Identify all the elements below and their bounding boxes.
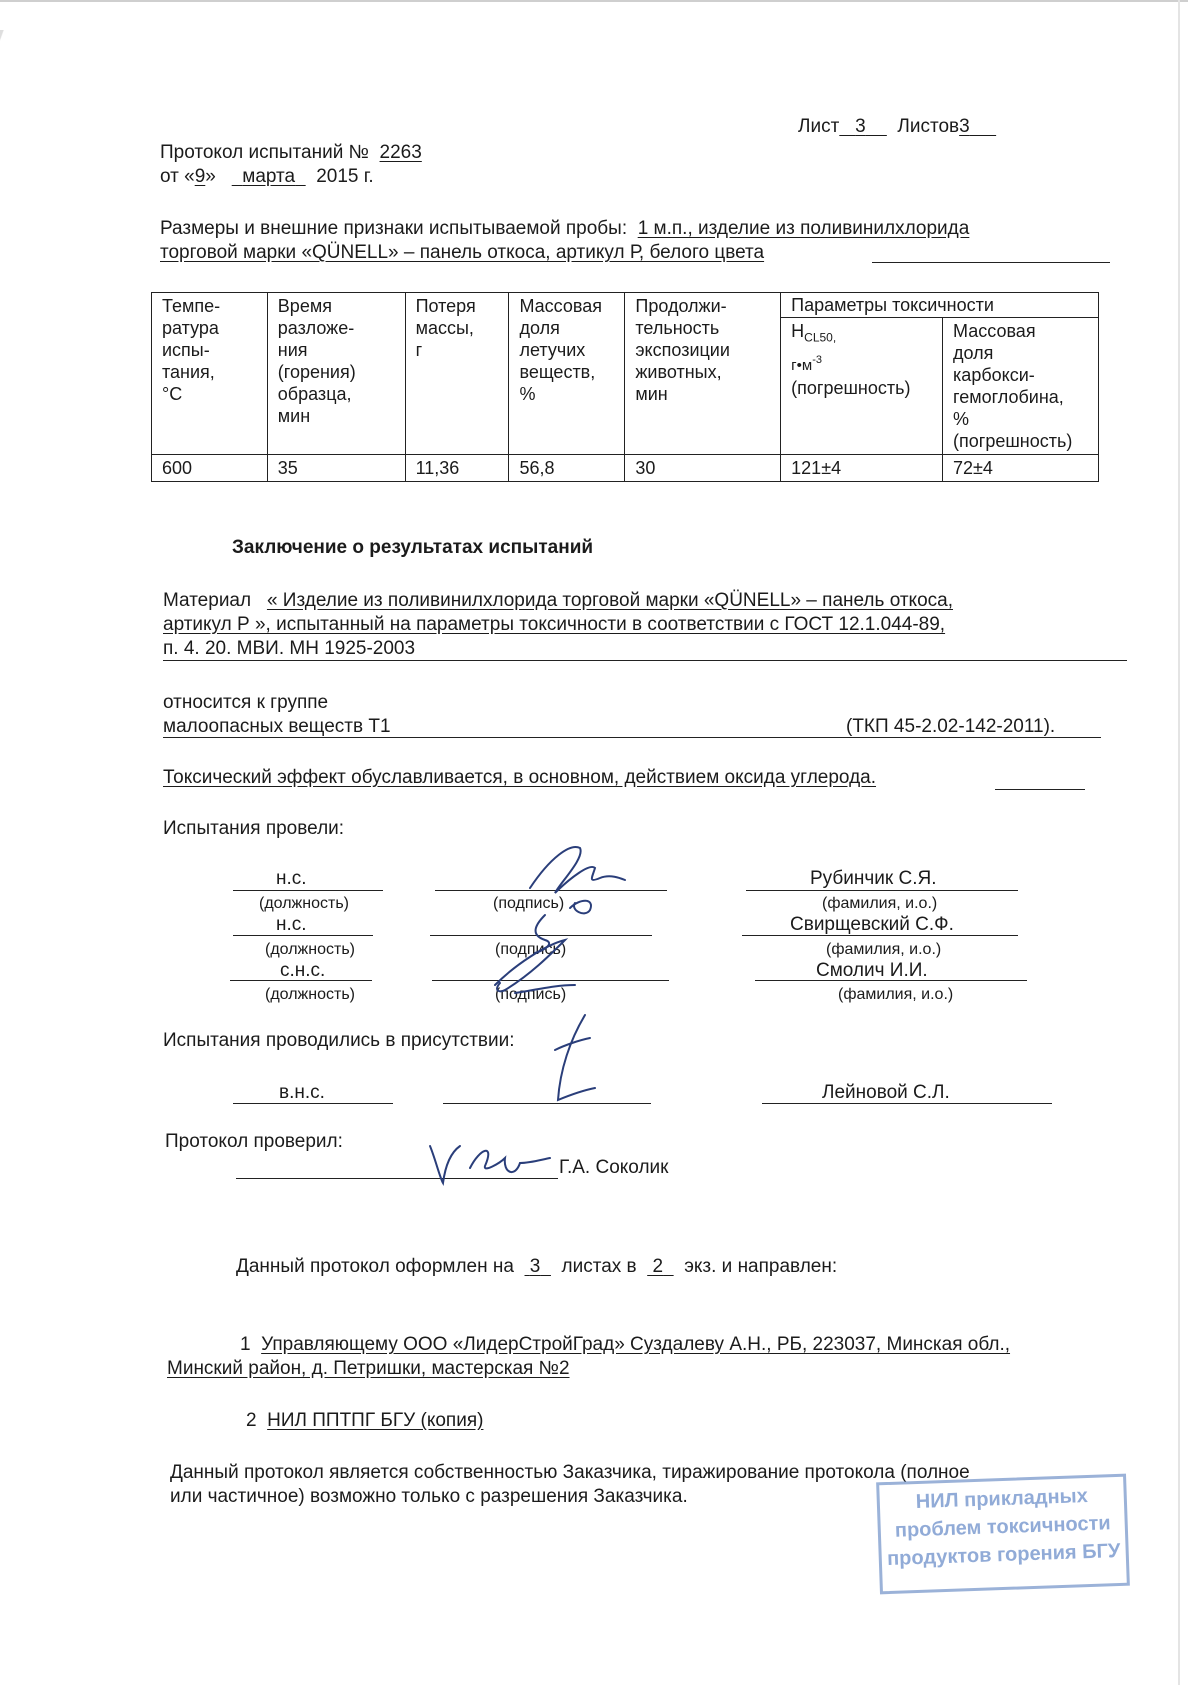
tester3-name: Смолич И.И. (816, 960, 928, 981)
header-carboxyhemoglobin: Массовая доля карбокси- гемоглобина, % (погрешность) (943, 318, 1099, 455)
name-caption: (фамилия, и.о.) (826, 941, 942, 958)
signature-caption: (подпись) (495, 941, 567, 958)
tester3-position: с.н.с. (280, 960, 326, 981)
cell-decomposition-time: 35 (267, 455, 405, 482)
header-exposure-duration: Продолжи- тельность экспозиции животных, мин (625, 293, 781, 455)
protocol-date: от «9» марта 2015 г. (160, 166, 374, 187)
signature-svirshchevsky (475, 905, 595, 1000)
checker-label: Протокол проверил: (165, 1131, 343, 1152)
cell-mass-loss: 11,36 (405, 455, 509, 482)
tester2-name-line (742, 935, 1018, 936)
header-toxicity-group: Параметры токсичности (781, 293, 1099, 318)
protocol-title: Протокол испытаний № 2263 (160, 142, 422, 163)
tester1-name-line (746, 890, 1018, 891)
header-temperature: Темпе- ратура испы- тания, °С (152, 293, 268, 455)
sample-underline (872, 262, 1110, 263)
cell-hcl50: 121±4 (781, 455, 943, 482)
signature-witness (540, 1010, 610, 1110)
signature-caption: (подпись) (495, 986, 567, 1003)
sample-description (160, 218, 969, 240)
distribution-copies: 2 (652, 1256, 664, 1277)
group-reference: (ТКП 45-2.02-142-2011). (846, 716, 1056, 737)
stamp-line3: продуктов горения БГУ (886, 1539, 1121, 1571)
cell-volatile-fraction: 56,8 (509, 455, 625, 482)
witness-position: в.н.с. (279, 1082, 325, 1103)
witness-name: Лейновой С.Л. (822, 1082, 950, 1103)
testers-label: Испытания провели: (163, 818, 345, 839)
protocol-day: 9 (194, 166, 206, 187)
toxicity-table (151, 292, 1099, 482)
name-caption: (фамилия, и.о.) (838, 986, 954, 1003)
protocol-month: марта (242, 166, 296, 187)
toxic-effect-underline (995, 789, 1085, 790)
material-label: Материал (163, 590, 252, 611)
sample-value-line1: 1 м.п., изделие из поливинилхлорида (637, 218, 970, 239)
position-caption: (должность) (265, 941, 355, 958)
material-line1 (163, 590, 953, 612)
position-caption: (должность) (265, 986, 355, 1003)
protocol-number: 2263 (379, 142, 422, 163)
sheet-label: Лист (798, 116, 840, 137)
table-row (152, 455, 1099, 482)
witness-name-line (762, 1103, 1052, 1104)
ownership-line1: Данный протокол является собственностью Заказчика, тиражирование протокола (полное (170, 1462, 970, 1483)
tester3-name-line (755, 980, 1027, 981)
recipient-1-line1: Управляющему ООО «ЛидерСтройГрад» Суздалеву А.Н., РБ, 223037, Минская обл., (261, 1334, 1011, 1355)
header-hcl50: $H_{CL50,}$ $г•м^{-3}$ (погрешность) (781, 318, 943, 455)
tester3-position-line (230, 980, 372, 981)
scan-edge-left (0, 30, 60, 140)
recipient-2: 2 НИЛ ППТПГ БГУ (копия) (246, 1410, 484, 1431)
sheet-number: 3 (855, 116, 866, 137)
material-value-line1: « Изделие из поливинилхлорида торговой марки «QÜNELL» – панель откоса, (266, 590, 953, 611)
header-decomposition-time: Время разложе- ния (горения) образца, мин (267, 293, 405, 455)
sample-description-line2 (160, 242, 764, 264)
material-line2: артикул Р », испытанный на параметры токсичности в соответствии с ГОСТ 12.1.044-89, (163, 614, 946, 635)
witness-label: Испытания проводились в присутствии: (163, 1030, 515, 1051)
tester2-position-line (233, 935, 373, 936)
tester1-name: Рубинчик С.Я. (810, 868, 937, 889)
sample-label: Размеры и внешние признаки испытываемой пробы: (160, 218, 628, 239)
group-value: малоопасных веществ Т1 (163, 716, 391, 737)
table-header-row (152, 293, 1099, 318)
conclusion-heading: Заключение о результатах испытаний (232, 537, 594, 558)
tester1-position-line (233, 890, 383, 891)
ownership-line2: или частичное) возможно только с разрешения Заказчика. (170, 1486, 688, 1507)
tester2-name: Свирщевский С.Ф. (790, 914, 954, 935)
group-underline (163, 737, 1101, 738)
sheet-counter (798, 116, 996, 138)
name-caption: (фамилия, и.о.) (822, 895, 938, 912)
recipient-2-value: НИЛ ППТПГ БГУ (копия) (267, 1410, 484, 1431)
sheets-total: 3 (959, 116, 970, 137)
material-underline (163, 660, 1127, 661)
sheets-total-label: Листов (897, 116, 960, 137)
stamp-line1: НИЛ прикладных (915, 1485, 1089, 1514)
cell-temperature: 600 (152, 455, 268, 482)
recipient-1: 1 Управляющему ООО «ЛидерСтройГрад» Суздалеву А.Н., РБ, 223037, Минская обл., (240, 1334, 1011, 1355)
lab-stamp (876, 1474, 1130, 1595)
toxic-effect: Токсический эффект обуславливается, в основном, действием оксида углерода. (163, 767, 877, 788)
group-label: относится к группе (163, 692, 329, 713)
recipient-1-line2: Минский район, д. Петришки, мастерская №2 (167, 1358, 570, 1379)
sample-value-line2: торговой марки «QÜNELL» – панель откоса, артикул Р, белого цвета (160, 242, 765, 263)
header-volatile-fraction: Массовая доля летучих веществ, % (509, 293, 625, 455)
signature-checker (425, 1138, 555, 1188)
position-caption: (должность) (259, 895, 349, 912)
distribution-line: Данный протокол оформлен на 3 листах в 2 экз. и направлен: (236, 1256, 838, 1277)
stamp-line2: проблем токсичности (894, 1512, 1111, 1542)
cell-carboxyhemoglobin: 72±4 (943, 455, 1099, 482)
cell-exposure-duration: 30 (625, 455, 781, 482)
witness-position-line (233, 1103, 393, 1104)
tester1-position: н.с. (276, 868, 307, 889)
material-line3: п. 4. 20. МВИ. МН 1925-2003 (163, 638, 416, 659)
header-mass-loss: Потеря массы, г (405, 293, 509, 455)
scan-edge-top (0, 0, 1188, 2)
distribution-sheets: 3 (529, 1256, 541, 1277)
tester2-position: н.с. (276, 914, 307, 935)
checker-name: Г.А. Соколик (559, 1157, 669, 1178)
protocol-year: 2015 г. (316, 166, 374, 187)
signature-caption: (подпись) (493, 895, 565, 912)
scan-edge-right (1178, 0, 1180, 1685)
